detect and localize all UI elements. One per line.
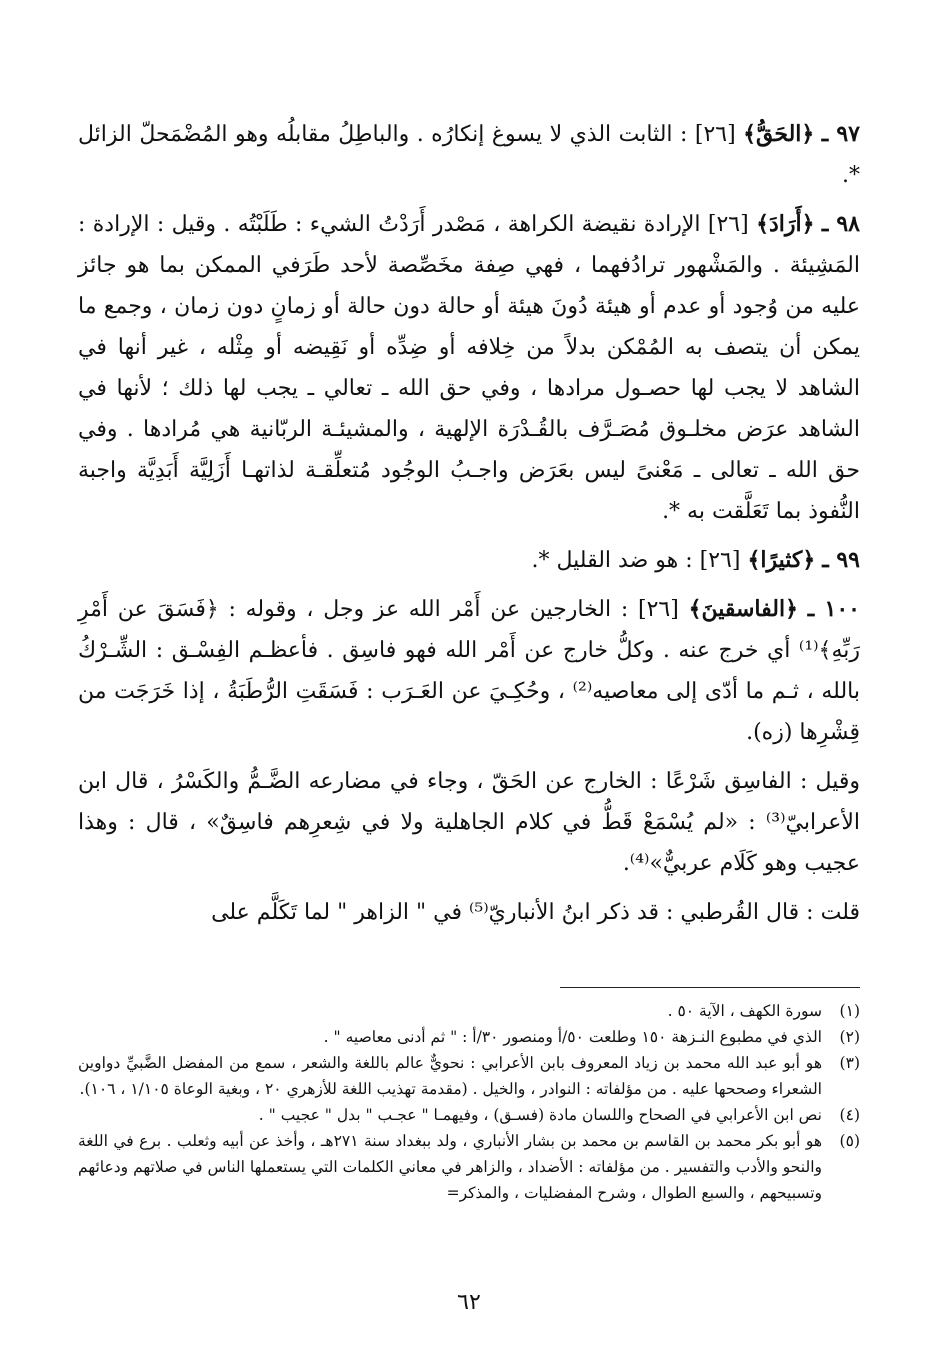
entry-reference: [٢٦] [707, 212, 749, 237]
entry-text: : الثابت الذي لا يسوغ إنكارُه . والباطِلُ مقابلُه وهو المُضْمَحلّ الزائل *. [78, 122, 860, 188]
entry-number: ٩٧ ـ [821, 121, 860, 147]
entry-headword: ﴿الفاسقينَ﴾ [688, 596, 798, 622]
entry-number: ٩٩ ـ [822, 547, 860, 573]
footnote-text: هو أبو عبد الله محمد بن زياد المعروف بابن الأعرابي : نحويٌّ عالم باللغة والشعر ، سمع من المفضل الضَّبيِّ دواوين الشعراء وصححها عليه . من مؤلفاته : النوادر ، والخيل . (مقدمة تهذيب اللغة للأزهري ٢٠ ، وبغية الوعاة ١/١٠٥ ، ١٠٦). [78, 1054, 822, 1098]
main-text [78, 114, 860, 941]
footnote-number: (٥) [839, 1132, 860, 1150]
footnotes [78, 998, 860, 1206]
entry-text: الإرادة نقيضة الكراهة ، مَصْدر أَرَدْتُ الشيء : طَلَبْتُه . وقيل : الإرادة : المَشِيئة . والمَشْهور ترادُفهما ، فهي صِفة مخَصِّصة لأحد طَرَفي الممكن بما هو جائز عليه من وُجود أو عدم أو هيئة دُونَ هيئة أو حالة دون حالة أو زمانٍ دون زمان ، وجمع ما يمكن أن يتصف به المُمْكن بدلاً من خِلافه أو ضِدِّه أو نَقِيضه أو مِثْله ، غير أنها في الشاهد لا يجب لها حصـول مرادها ، وفي حق الله ـ تعالي ـ يجب لها ذلك ؛ لأنها في الشاهد عرَض مخلـوق مُصَـرَّف بالقُـدْرَة الإلهية ، والمشيئـة الربّانية هي مُرادها . وفي حق الله ـ تعالى ـ مَعْنىً ليس بعَرَض واجـبُ الوجُود مُتعلِّقـة لذاتهـا أَزَلِيَّة أَبَدِيَّة واجبة النُّفوذ بما تَعَلَّقت به *. [78, 212, 860, 524]
footnote-number: (١) [839, 1002, 860, 1020]
entry-100 [78, 589, 860, 753]
entry-97 [78, 114, 860, 196]
footnote-number: (٣) [839, 1054, 860, 1072]
footnote [78, 1050, 860, 1102]
entry-text: : الخارجين عن أَمْر الله عز وجل ، وقوله : ﴿فَسَقَ عن أَمْرِ رَبِّهِ﴾⁽¹⁾ أي خرج عنه . وكلُّ خارج عن أَمْر الله فهو فاسِق . فأعظـم الفِسْـق : الشِّـرْكُ بالله ، ثـم ما أدّى إلى معاصيه⁽²⁾ ، وحُكِـيَ عن العَـرَب : فَسَقَتِ الرُّطَبَةُ ، إذا خَرَجَت من قِشْرِها (زه). [78, 597, 860, 745]
footnote-separator [560, 987, 860, 988]
entry-reference: [٢٦] [638, 597, 679, 622]
entry-number: ٩٨ ـ [821, 211, 860, 237]
entry-headword: ﴿كثيرًا﴾ [747, 547, 816, 573]
paragraph: وقيل : الفاسِق شَرْعًا : الخارج عن الحَقّ ، وجاء في مضارعه الضَّـمُّ والكَسْرُ ، قال ابن الأعرابيّ⁽³⁾ : «لم يُسْمَعْ قَطُّ في كلام الجاهلية ولا في شِعرِهم فاسِقٌ» ، قال : وهذا عجيب وهو كَلَام عربيٌّ»⁽⁴⁾. [78, 769, 860, 876]
paragraph: قلت : قال القُرطبي : قد ذكر ابنُ الأنباريّ⁽⁵⁾ في " الزاهر " لما تَكَلَّم على [211, 900, 860, 925]
entry-text: : هو ضد القليل *. [531, 548, 693, 573]
entry-number: ١٠٠ ـ [807, 596, 860, 622]
entry-98 [78, 204, 860, 532]
footnote [78, 1128, 860, 1206]
footnote [78, 1024, 860, 1050]
entry-reference: [٢٦] [699, 548, 741, 573]
footnote-text: الذي في مطبوع النـزهة ١٥٠ وطلعت ٥٠/أ ومنصور ٣٠/أ : " ثم أدنى معاصيه " . [323, 1028, 822, 1046]
footnote-text: هو أبو بكر محمد بن القاسم بن محمد بن بشار الأنباري ، ولد ببغداد سنة ٢٧١هـ ، وأخذ عن أبيه وثعلب . برع في اللغة والنحو والأدب والتفسير . من مؤلفاته : الأضداد ، والزاهر في معاني الكلمات التي يستعملها الناس في صلاتهم ودعائهم وتسبيحهم ، والسبع الطوال ، وشرح المفضليات ، والمذكر= [78, 1132, 822, 1202]
entry-reference: [٢٦] [694, 122, 736, 147]
footnote-text: سورة الكهف ، الآية ٥٠ . [667, 1002, 822, 1020]
footnote-number: (٤) [839, 1106, 860, 1124]
footnote [78, 998, 860, 1024]
footnote-number: (٢) [839, 1028, 860, 1046]
footnote-text: نص ابن الأعرابي في الصحاح واللسان مادة (فسـق) ، وفيهمـا " عجـب " بدل " عجيب " . [258, 1106, 822, 1124]
entry-headword: ﴿الحَقُّ﴾ [743, 121, 815, 147]
page-number: ٦٢ [457, 1290, 481, 1315]
entry-headword: ﴿أَرَادَ﴾ [756, 211, 815, 237]
footnote [78, 1102, 860, 1128]
entry-99 [78, 540, 860, 581]
